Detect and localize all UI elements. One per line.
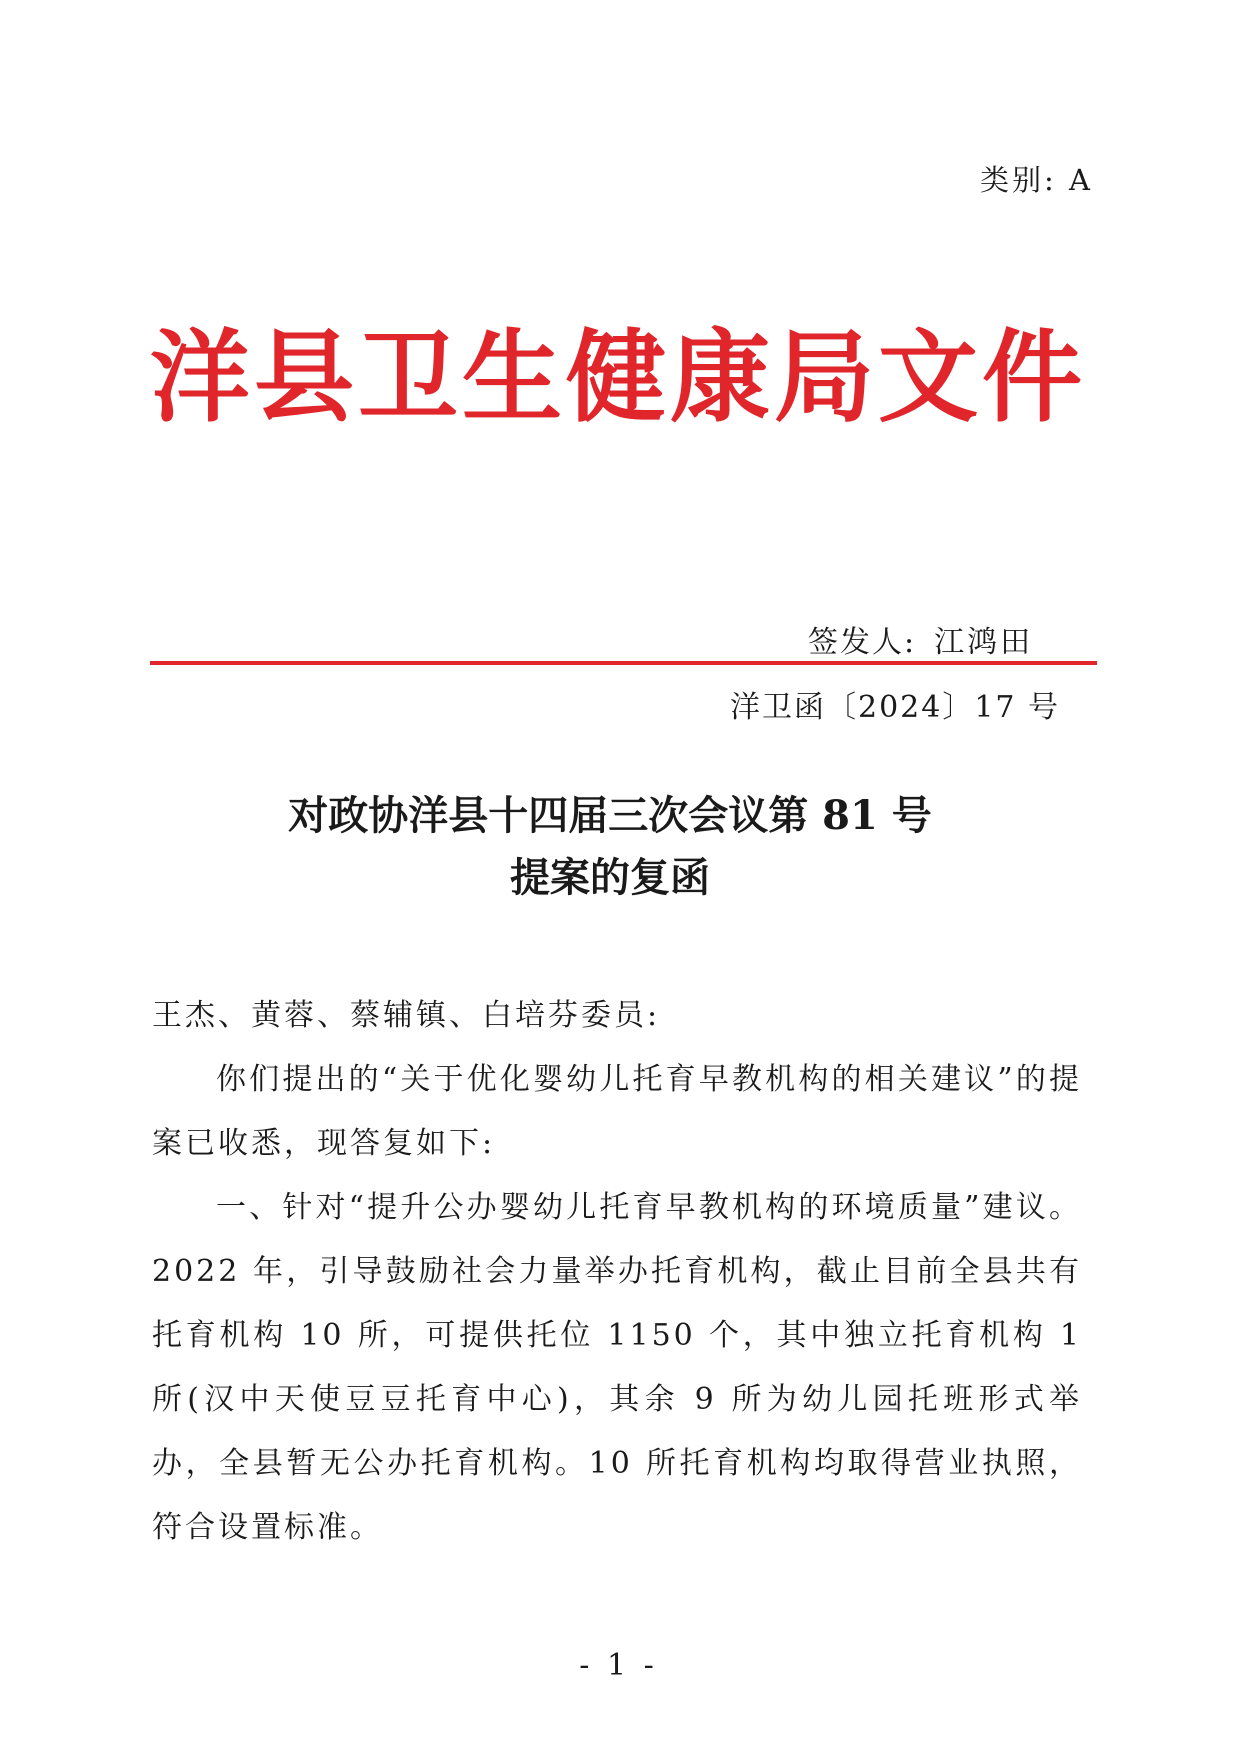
body-paragraph: 一、针对“提升公办婴幼儿托育早教机构的环境质量”建议。2022 年，引导鼓励社会力量举办托育机构，截止目前全县共有托育机构 10 所，可提供托位 1150 个，其中独立托育机构 1 所(汉中天使豆豆托育中心)，其余 9 所为幼儿园托班形式举办，全县暂无公办托育机构。10 所托育机构均取得营业执照，符合设置标准。 [152,1190,1082,1545]
salutation: 王杰、黄蓉、蔡辅镇、白培芬委员: [152,998,661,1033]
signer-line [808,617,1033,661]
red-divider [150,661,1097,665]
signer-name: 江鸿田 [934,625,1034,660]
document-number: 洋卫函〔2024〕17 号 [730,690,1061,725]
body-text [152,1048,1082,1560]
signer-label: 签发人: [808,625,917,660]
document-title [160,785,1060,909]
category-label: 类别: A [980,163,1093,197]
masthead-title: 洋县卫生健康局文件 [150,319,1086,436]
body-paragraph: 你们提出的“关于优化婴幼儿托育早教机构的相关建议”的提案已收悉，现答复如下: [152,1062,1082,1161]
title-line-1: 对政协洋县十四届三次会议第 81 号 [288,792,932,839]
title-line-2: 提案的复函 [510,854,710,901]
page-number: - 1 - [579,1648,658,1683]
